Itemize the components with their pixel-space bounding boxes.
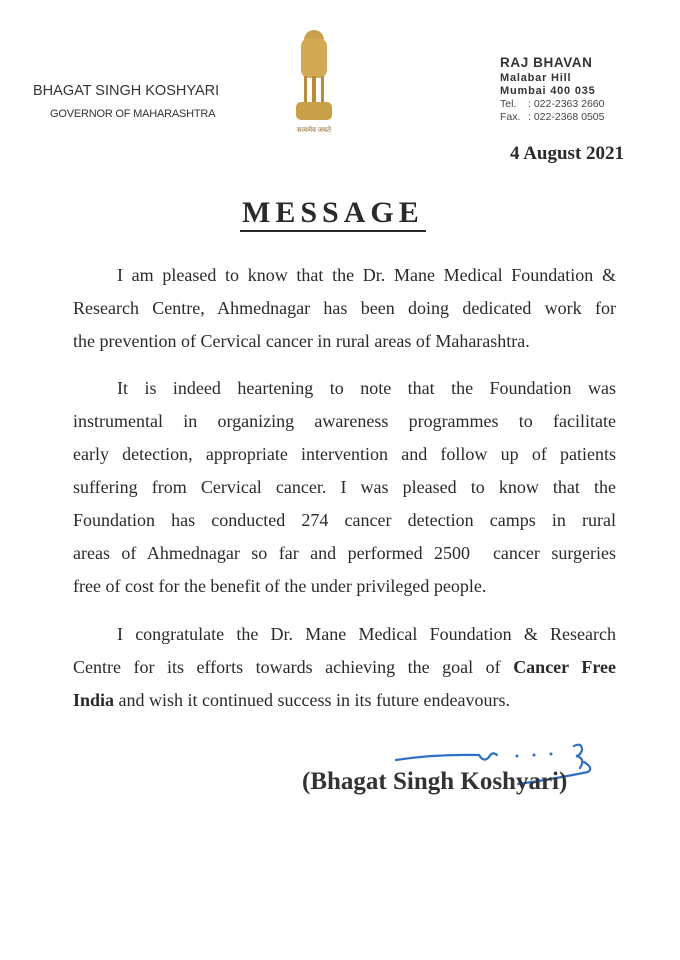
bold-text: Cancer Free (513, 657, 616, 677)
paragraph-3 (73, 618, 616, 717)
text-segment: Centre for its efforts towards achieving the goal of (73, 657, 514, 677)
sender-post: GOVERNOR OF MAHARASHTRA (50, 108, 216, 120)
text-line (73, 325, 616, 358)
text-line (73, 372, 616, 405)
svg-text:सत्यमेव जयते: सत्यमेव जयते (297, 126, 331, 134)
text-line (73, 405, 616, 438)
text-line (73, 537, 616, 570)
address-block (500, 56, 604, 124)
text-segment: suffering from Cervical cancer. I was pleased to know that the (73, 477, 616, 497)
text-line (73, 651, 616, 684)
text-line (73, 570, 616, 603)
text-segment: Foundation has conducted 274 cancer detection camps in rural (73, 510, 616, 530)
text-segment: I congratulate the Dr. Mane Medical Foundation & Research (117, 624, 616, 644)
paragraph-2 (73, 372, 616, 603)
text-segment: I am pleased to know that the Dr. Mane Medical Foundation & (117, 265, 616, 285)
text-line (73, 471, 616, 504)
text-line (73, 438, 616, 471)
address-line: Mumbai 400 035 (500, 85, 596, 97)
address-title: RAJ BHAVAN (500, 55, 593, 70)
text-segment: Research Centre, Ahmednagar has been doing dedicated work for (73, 298, 616, 318)
text-line (73, 259, 616, 292)
text-line (73, 684, 616, 717)
fax: Fax. : 022-2368 0505 (500, 111, 605, 123)
tel: Tel. : 022-2363 2660 (500, 98, 605, 110)
text-line (73, 292, 616, 325)
text-segment: early detection, appropriate intervention and follow up of patients (73, 444, 616, 464)
signatory-name: (Bhagat Singh Koshyari) (302, 768, 568, 795)
bold-text: India (73, 690, 115, 710)
letter-date: 4 August 2021 (510, 143, 625, 164)
message-title: MESSAGE (240, 196, 426, 232)
paragraph-1 (73, 259, 616, 358)
text-segment: It is indeed heartening to note that the Foundation was (117, 378, 616, 398)
national-emblem-icon (292, 26, 336, 136)
text-segment: instrumental in organizing awareness programmes to facilitate (73, 411, 616, 431)
text-segment: free of cost for the benefit of the under privileged people. (73, 576, 487, 596)
text-line (73, 618, 616, 651)
text-segment: and wish it continued success in its future endeavours. (114, 690, 510, 710)
text-segment: areas of Ahmednagar so far and performed 2500 cancer surgeries (73, 543, 616, 563)
sender-name: BHAGAT SINGH KOSHYARI (33, 83, 220, 99)
address-line: Malabar Hill (500, 72, 572, 84)
text-line (73, 504, 616, 537)
text-segment: the prevention of Cervical cancer in rural areas of Maharashtra. (73, 331, 530, 351)
